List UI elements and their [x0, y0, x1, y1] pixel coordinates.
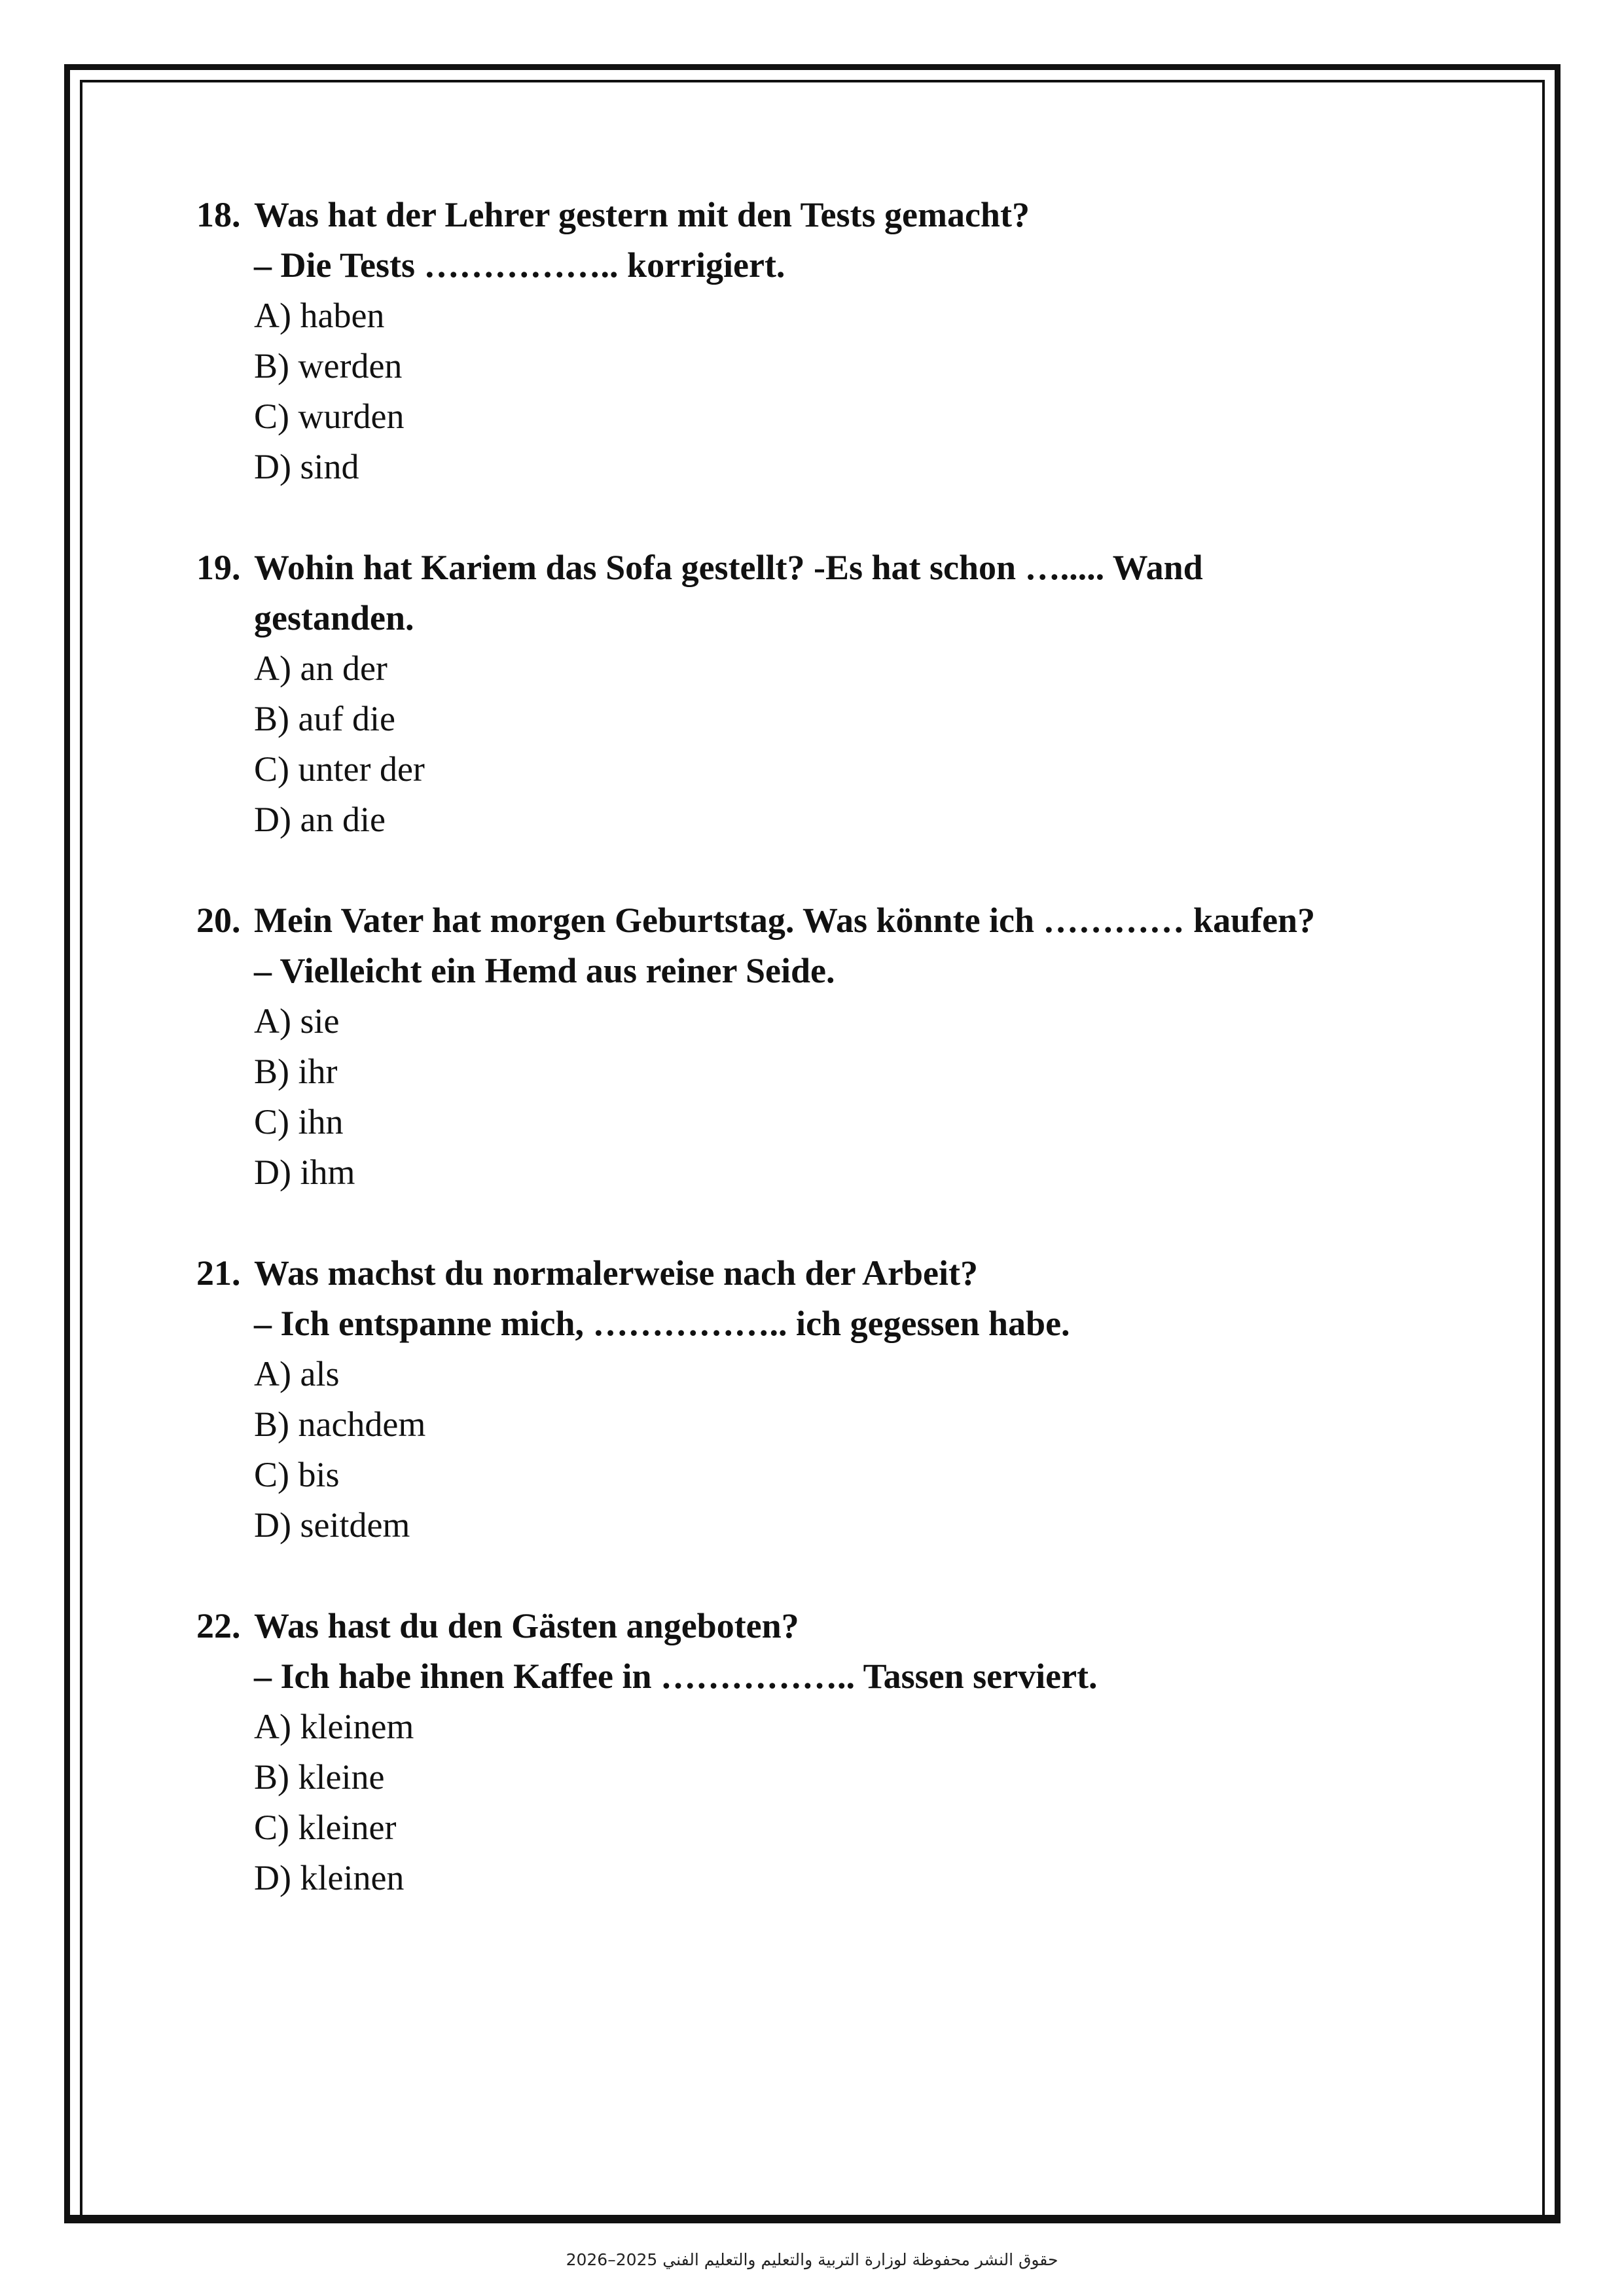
- question-18: [196, 190, 1440, 492]
- option-c[interactable]: C) kleiner: [254, 1808, 397, 1847]
- option-b[interactable]: B) werden: [254, 346, 403, 386]
- question-text: Wohin hat Kariem das Sofa gestellt? -Es hat schon …..... Wand: [254, 548, 1203, 587]
- option-b[interactable]: B) auf die: [254, 699, 395, 738]
- answer-line: – Die Tests …………….. korrigiert.: [254, 245, 785, 285]
- question-22: [196, 1601, 1440, 1903]
- question-text: Was machst du normalerweise nach der Arbeit?: [254, 1253, 978, 1293]
- question-21: [196, 1248, 1440, 1551]
- question-19: [196, 543, 1440, 845]
- option-c[interactable]: C) wurden: [254, 397, 405, 436]
- question-number: 20.: [196, 901, 241, 940]
- answer-line: – Vielleicht ein Hemd aus reiner Seide.: [254, 951, 835, 990]
- option-a[interactable]: A) haben: [254, 296, 385, 335]
- copyright-footer: حقوق النشر محفوظة لوزارة التربية والتعليم والتعليم الفني 2025–2026: [566, 2250, 1058, 2269]
- option-c[interactable]: C) bis: [254, 1455, 340, 1494]
- question-number: 22.: [196, 1606, 241, 1645]
- question-20: [196, 895, 1440, 1198]
- question-text: Was hast du den Gästen angeboten?: [254, 1606, 799, 1645]
- option-d[interactable]: D) sind: [254, 447, 359, 486]
- option-a[interactable]: A) an der: [254, 649, 388, 688]
- option-b[interactable]: B) ihr: [254, 1052, 338, 1091]
- option-a[interactable]: A) sie: [254, 1001, 340, 1041]
- question-list: [196, 190, 1440, 1954]
- page-border-bottom: [64, 2215, 1561, 2223]
- option-a[interactable]: A) kleinem: [254, 1707, 414, 1746]
- option-b[interactable]: B) kleine: [254, 1757, 385, 1797]
- question-text: Was hat der Lehrer gestern mit den Tests gemacht?: [254, 195, 1030, 234]
- option-b[interactable]: B) nachdem: [254, 1405, 426, 1444]
- question-text-continuation: gestanden.: [254, 598, 414, 637]
- option-c[interactable]: C) unter der: [254, 749, 425, 789]
- option-d[interactable]: D) ihm: [254, 1153, 355, 1192]
- option-c[interactable]: C) ihn: [254, 1102, 344, 1141]
- answer-line: – Ich habe ihnen Kaffee in …………….. Tassen serviert.: [254, 1657, 1098, 1696]
- option-d[interactable]: D) an die: [254, 800, 386, 839]
- question-number: 21.: [196, 1253, 241, 1293]
- question-text: Mein Vater hat morgen Geburtstag. Was könnte ich ………… kaufen?: [254, 901, 1316, 940]
- question-number: 19.: [196, 548, 241, 587]
- option-a[interactable]: A) als: [254, 1354, 340, 1393]
- answer-line: – Ich entspanne mich, …………….. ich gegessen habe.: [254, 1304, 1070, 1343]
- option-d[interactable]: D) seitdem: [254, 1505, 410, 1545]
- option-d[interactable]: D) kleinen: [254, 1858, 405, 1897]
- question-number: 18.: [196, 195, 241, 234]
